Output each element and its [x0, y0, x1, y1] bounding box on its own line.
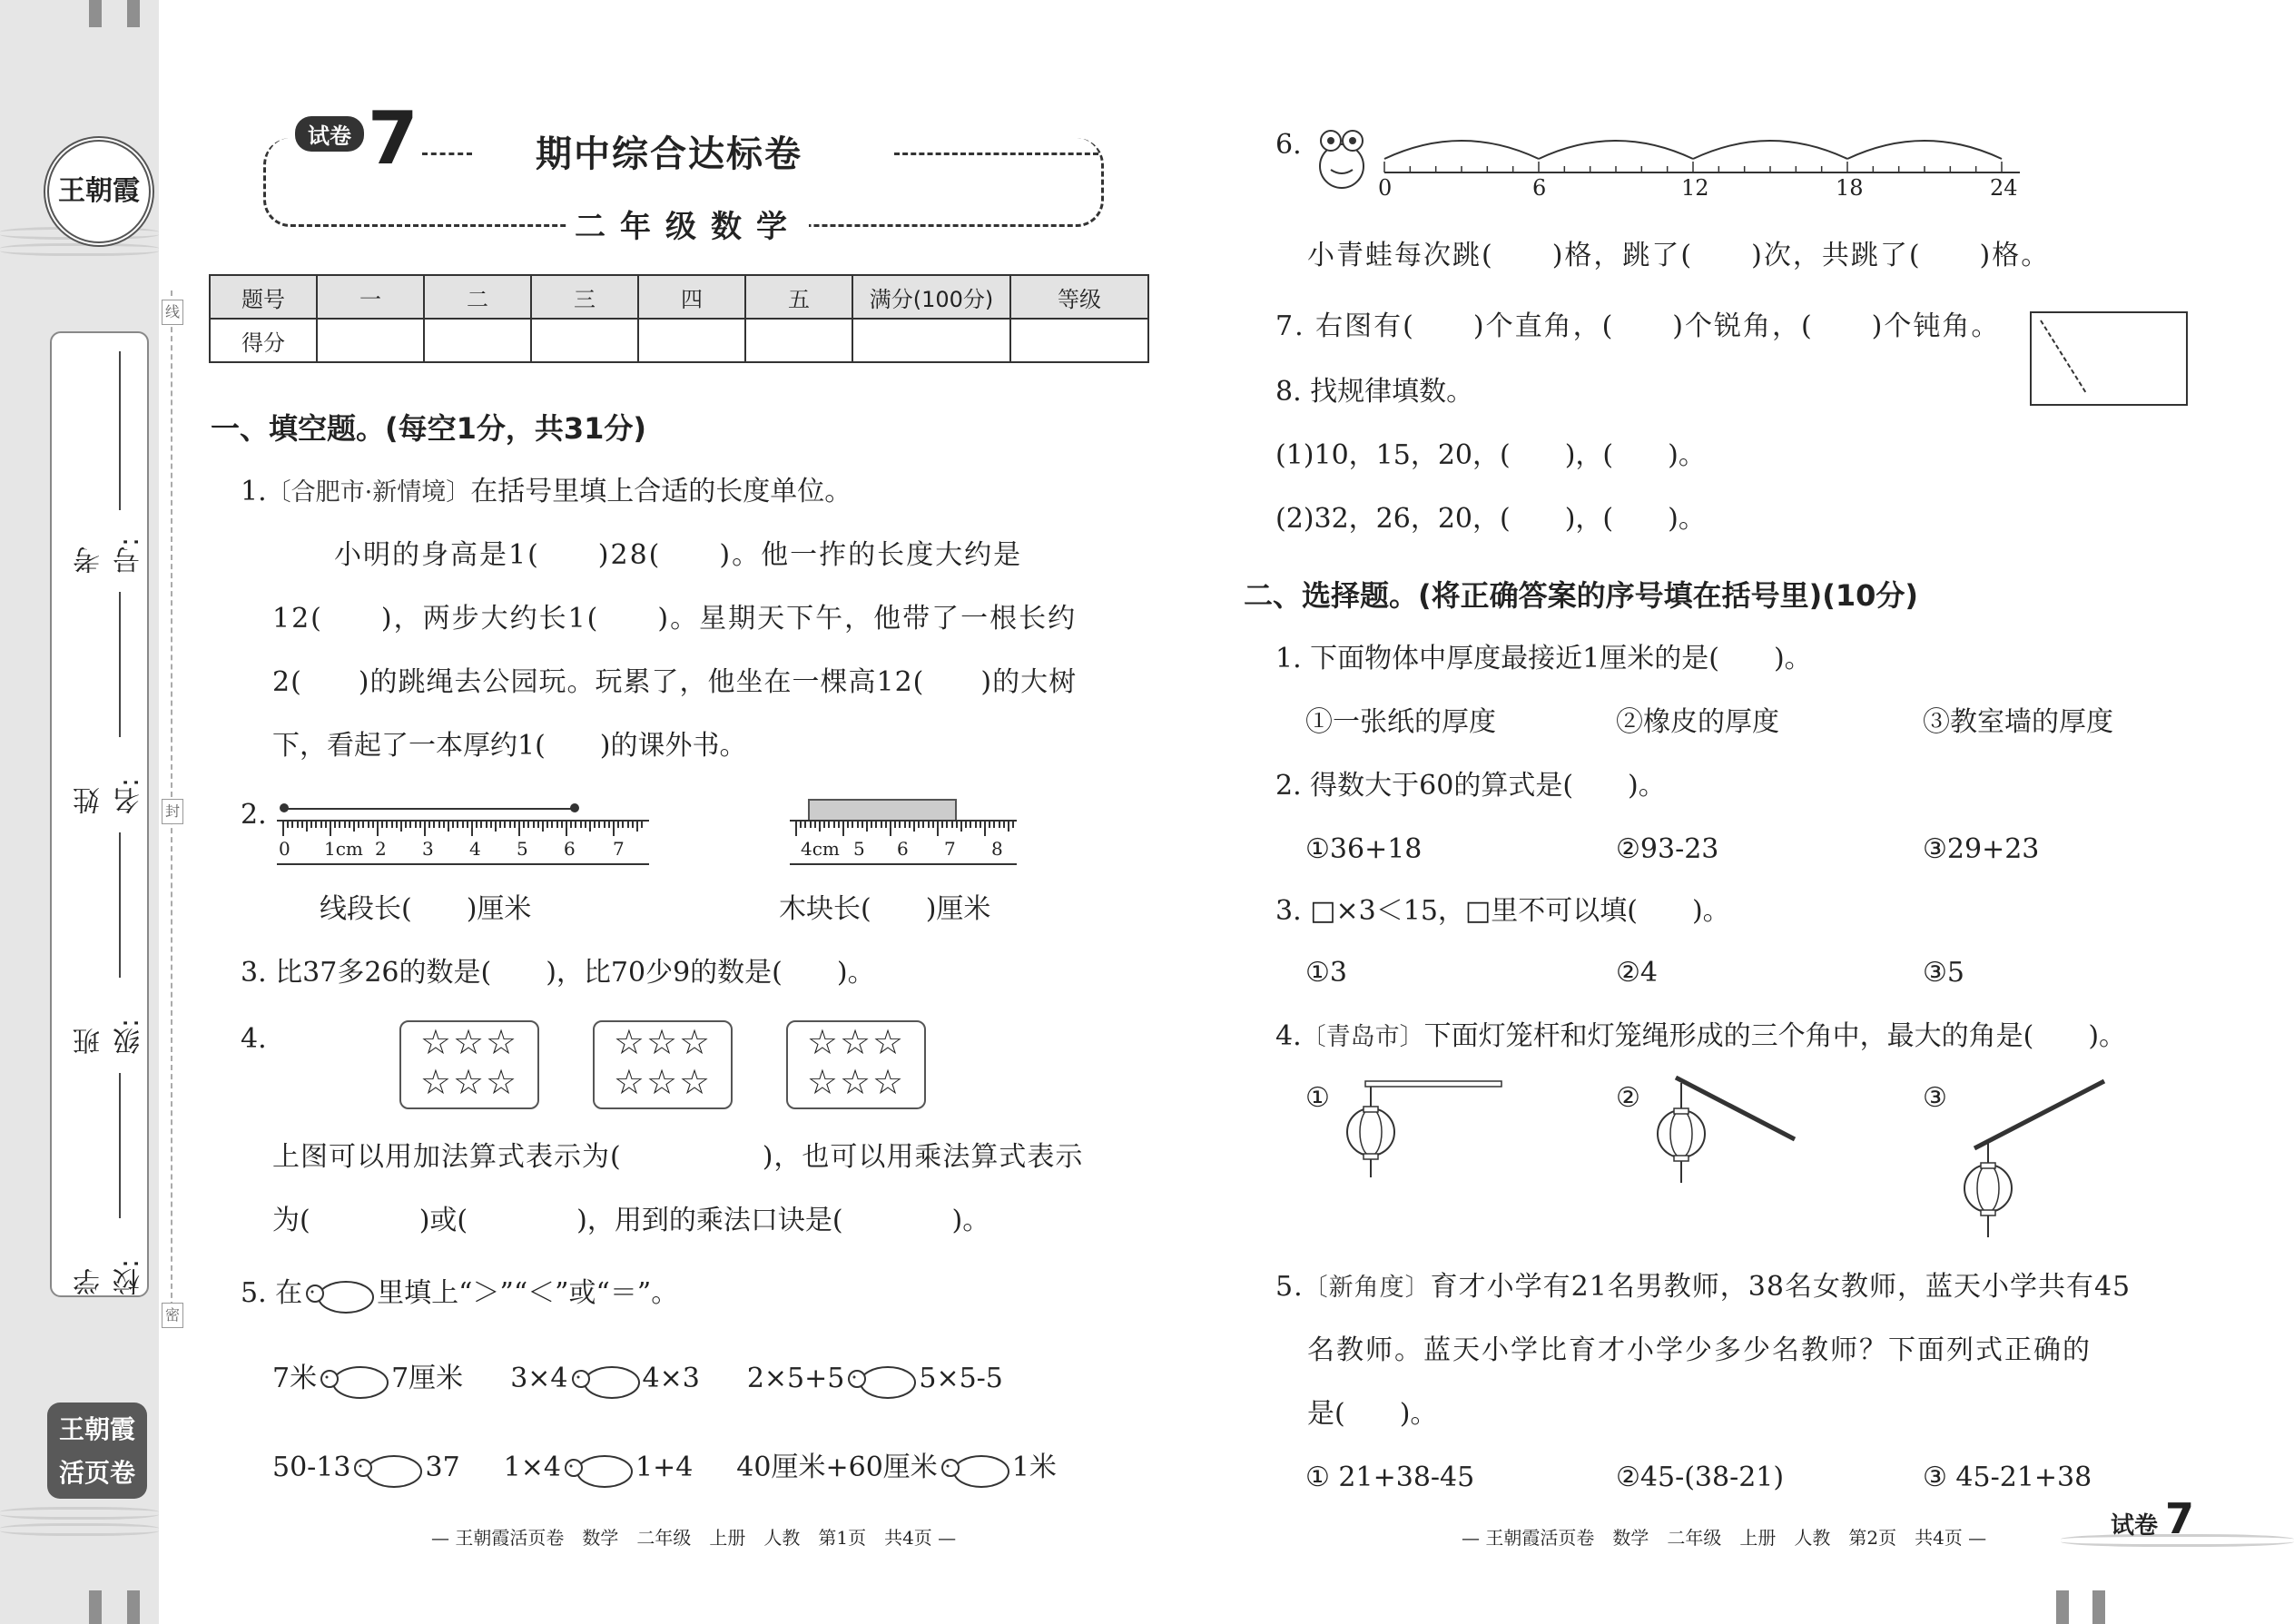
number-line-label: 18	[1836, 175, 1864, 201]
ruler-tick	[909, 822, 911, 828]
ruler-tick	[315, 822, 317, 828]
page-title: 期中综合达标卷	[536, 133, 802, 175]
c4-option[interactable]: ②	[1616, 1082, 1640, 1114]
ruler-tick	[847, 822, 849, 828]
score-header-cell: 二	[424, 275, 531, 319]
ruler-tick	[368, 822, 369, 828]
ruler-tick	[823, 822, 825, 828]
c4-tag: 〔青岛市〕	[1301, 1023, 1424, 1051]
c5-prompt	[1275, 1269, 2131, 1306]
turtle-icon[interactable]	[568, 1359, 643, 1401]
ruler-1-label: 7	[613, 838, 625, 860]
star-row: ☆☆☆	[613, 1022, 713, 1062]
ruler-tick	[960, 822, 962, 832]
c3-option[interactable]: ③5	[1923, 957, 1964, 989]
ruler-tick	[932, 822, 934, 828]
bind-mark-secret: 密	[162, 1303, 183, 1328]
ruler-tick	[433, 822, 435, 828]
ruler-tick	[452, 822, 454, 828]
q2-answer-a: 线段长( )厘米	[320, 893, 532, 925]
ruler-1-label: 4	[469, 838, 481, 860]
turtle-icon[interactable]	[317, 1359, 391, 1401]
q4-line1: 上图可以用加法算式表示为( )，也可以用乘法算式表示	[272, 1141, 1084, 1173]
q1-number: 1.	[241, 476, 267, 507]
ruler-tick	[457, 822, 458, 828]
ruler-tick	[922, 822, 924, 828]
brand-line1: 王朝霞	[58, 1414, 135, 1444]
ruler-tick	[810, 822, 812, 828]
ruler-tick	[514, 822, 516, 828]
q2-answer-b: 木块长( )厘米	[779, 893, 991, 925]
ruler-tick	[282, 822, 284, 836]
name-field	[52, 574, 147, 814]
exam-number-label: 考号:	[74, 536, 145, 574]
q1-line1: 小明的身高是1( )28( )。他一拃的长度大约是	[334, 539, 1023, 571]
c2-text: 2. 得数大于60的算式是( )。	[1275, 770, 1666, 802]
c5-option[interactable]: ③ 45-21+38	[1923, 1462, 2092, 1493]
ruler-tick	[857, 822, 859, 828]
q4-line2: 为( )或( )，用到的乘法口诀是( )。	[272, 1205, 990, 1236]
segment-endpoint	[570, 803, 579, 812]
ruler-tick	[556, 822, 558, 828]
binding-strip	[0, 0, 159, 1624]
footer-right: — 王朝霞活页卷 数学 二年级 上册 人教 第2页 共4页 —	[1462, 1527, 1987, 1549]
ruler-tick	[1003, 822, 1005, 828]
score-cell[interactable]	[531, 319, 638, 362]
lantern-figure-3	[1952, 1076, 2111, 1244]
ruler-tick	[325, 822, 327, 828]
ruler-tick	[989, 822, 990, 828]
c1-text: 1. 下面物体中厚度最接近1厘米的是( )。	[1275, 643, 1812, 674]
lantern-figure-2	[1645, 1076, 1804, 1189]
c5-tag: 〔新角度〕	[1303, 1274, 1431, 1302]
ruler-tick	[956, 822, 958, 828]
ruler-tick	[353, 822, 355, 832]
ruler-tick	[890, 822, 891, 836]
ruler-tick	[381, 822, 383, 828]
wave-decoration	[0, 1507, 159, 1520]
score-cell[interactable]	[638, 319, 745, 362]
ruler-tick	[518, 822, 520, 836]
ruler-tick	[306, 822, 308, 832]
c5-option[interactable]: ① 21+38-45	[1305, 1462, 1475, 1493]
star-box-3	[786, 1020, 926, 1109]
ruler-tick	[486, 822, 487, 828]
ruler-tick	[386, 822, 388, 828]
ruler-tick	[828, 822, 830, 828]
q3-text: 3. 比37多26的数是( )，比70少9的数是( )。	[241, 957, 875, 989]
ruler-tick	[291, 822, 293, 828]
turtle-icon[interactable]	[844, 1359, 919, 1401]
ruler-tick	[476, 822, 478, 828]
ruler-tick	[1012, 822, 1014, 828]
ruler-tick	[438, 822, 440, 828]
ruler-tick	[838, 822, 840, 828]
ruler-tick	[999, 822, 1000, 828]
school-field	[52, 1055, 147, 1295]
ruler-tick	[480, 822, 482, 828]
star-row: ☆☆☆	[613, 1062, 713, 1102]
q5-right: 37	[425, 1452, 460, 1483]
ruler-tick	[585, 822, 586, 828]
ruler-tick	[377, 822, 379, 836]
star-box-2	[593, 1020, 733, 1109]
c1-option[interactable]: ②橡皮的厚度	[1616, 706, 1779, 738]
ruler-tick	[349, 822, 350, 828]
ruler-tick	[490, 822, 492, 828]
ruler-tick	[951, 822, 953, 828]
q5-row2	[272, 1448, 1057, 1490]
ruler-tick	[594, 822, 596, 828]
c5-line1: 育才小学有21名男教师，38名女教师，蓝天小学共有45	[1430, 1271, 2132, 1303]
turtle-icon[interactable]	[938, 1448, 1012, 1490]
turtle-icon[interactable]	[350, 1448, 425, 1490]
ruler-tick	[330, 822, 331, 836]
turtle-icon[interactable]	[561, 1448, 635, 1490]
q4-number: 4.	[241, 1023, 267, 1055]
c3-option[interactable]: ②4	[1616, 957, 1658, 989]
ruler-tick	[875, 822, 877, 828]
ruler-tick	[894, 822, 896, 828]
q5-post: 里填上“＞”“＜”或“＝”。	[377, 1277, 679, 1309]
turtle-icon	[302, 1274, 377, 1315]
score-header-cell: 五	[745, 275, 852, 319]
ruler-tick	[448, 822, 449, 832]
header-dashes	[422, 153, 472, 155]
star-row: ☆☆☆	[419, 1062, 519, 1102]
q1-text: 在括号里填上合适的长度单位。	[470, 476, 852, 507]
ruler-tick	[462, 822, 464, 828]
ruler-tick	[937, 822, 939, 836]
q5-left: 3×4	[510, 1363, 568, 1394]
q5-left: 1×4	[503, 1452, 561, 1483]
frog-icon	[1314, 123, 1369, 193]
ruler-tick	[400, 822, 402, 832]
bind-bar	[2092, 1590, 2105, 1624]
score-header-cell: 等级	[1010, 275, 1148, 319]
ruler-tick	[899, 822, 901, 828]
q7-text: 7. 右图有( )个直角，( )个锐角，( )个钝角。	[1275, 310, 2001, 342]
star-row: ☆☆☆	[806, 1062, 906, 1102]
school-line[interactable]	[119, 1073, 121, 1218]
bind-bar	[89, 1590, 102, 1624]
ruler-tick	[561, 822, 563, 828]
ruler-tick	[443, 822, 445, 828]
ruler-tick	[622, 822, 624, 828]
q5-right: 5×5-5	[919, 1363, 1003, 1394]
school-label: 学校:	[74, 1258, 145, 1295]
score-header-cell: 三	[531, 275, 638, 319]
class-line[interactable]	[119, 832, 121, 978]
ruler-tick	[533, 822, 535, 828]
ruler-tick	[804, 822, 806, 828]
ruler-tick	[495, 822, 497, 832]
wave-decoration	[0, 243, 159, 256]
q8-part2: (2)32，26，20，( )，( )。	[1275, 503, 1706, 535]
ruler-tick	[551, 822, 553, 828]
ruler-2-label: 8	[991, 838, 1003, 860]
q5-prompt	[241, 1274, 678, 1315]
score-cell[interactable]	[424, 319, 531, 362]
exam-number-field	[52, 333, 147, 574]
score-header-row	[210, 275, 1148, 319]
wave-decoration	[0, 1523, 159, 1536]
bind-bar	[2056, 1590, 2069, 1624]
ruler-tick	[941, 822, 943, 828]
c1-option[interactable]: ①一张纸的厚度	[1305, 706, 1496, 738]
ruler-tick	[613, 822, 615, 836]
q6-text: 小青蛙每次跳( )格，跳了( )次，共跳了( )格。	[1307, 240, 2051, 271]
ruler-2-label: 7	[944, 838, 956, 860]
ruler-tick	[297, 822, 299, 828]
score-cell[interactable]	[317, 319, 424, 362]
c4-number: 4.	[1275, 1020, 1302, 1052]
ruler-tick	[632, 822, 634, 828]
ruler-tick	[608, 822, 610, 828]
ruler-tick	[344, 822, 346, 828]
c4-option[interactable]: ①	[1305, 1082, 1330, 1114]
ruler-tick	[589, 822, 591, 832]
ruler-tick	[975, 822, 977, 828]
section1-heading: 一、填空题。(每空1分，共31分)	[211, 411, 647, 446]
ruler-tick	[575, 822, 576, 828]
ruler-tick	[885, 822, 887, 828]
star-box-1	[399, 1020, 539, 1109]
q1-line4: 下，看起了一本厚约1( )的课外书。	[272, 730, 747, 762]
q5-left: 50-13	[272, 1452, 351, 1483]
q5-left: 7米	[272, 1363, 318, 1394]
ruler-1	[277, 820, 649, 865]
number-line-label: 6	[1532, 175, 1547, 201]
ruler-tick	[409, 822, 411, 828]
score-cell[interactable]	[745, 319, 852, 362]
ruler-tick	[636, 822, 638, 832]
ruler-tick	[358, 822, 359, 828]
ruler-tick	[362, 822, 364, 828]
ruler-tick	[819, 822, 821, 832]
q5-row1	[272, 1359, 1003, 1401]
line-segment	[283, 808, 574, 810]
ruler-tick	[419, 822, 421, 828]
ruler-tick	[405, 822, 407, 828]
ruler-tick	[504, 822, 506, 828]
ruler-tick	[833, 822, 835, 828]
q5-right: 1米	[1011, 1452, 1057, 1483]
ruler-tick	[334, 822, 336, 828]
ruler-tick	[301, 822, 303, 828]
page-badge-number: 7	[2165, 1494, 2195, 1543]
ruler-tick	[913, 822, 915, 832]
star-row: ☆☆☆	[419, 1022, 519, 1062]
ruler-tick	[287, 822, 289, 828]
ruler-tick	[984, 822, 986, 836]
ruler-2-label: 6	[897, 838, 909, 860]
q5-left: 40厘米+60厘米	[736, 1452, 938, 1483]
page-subtitle: 二年级数学	[567, 202, 809, 246]
ruler-tick	[604, 822, 605, 828]
ruler-tick	[542, 822, 544, 832]
q8-text: 8. 找规律填数。	[1275, 376, 1474, 408]
ruler-1-label: 5	[517, 838, 528, 860]
score-header-cell: 题号	[210, 275, 317, 319]
c4-text: 下面灯笼杆和灯笼绳形成的三个角中，最大的角是( )。	[1423, 1020, 2127, 1052]
bind-mark-seal: 封	[162, 799, 183, 824]
header-dashes	[894, 153, 1098, 155]
ruler-tick	[546, 822, 548, 828]
ruler-2	[790, 820, 1017, 865]
footer-left: — 王朝霞活页卷 数学 二年级 上册 人教 第1页 共4页 —	[431, 1527, 957, 1549]
score-header-cell: 满分(100分)	[852, 275, 1010, 319]
c4-option[interactable]: ③	[1923, 1082, 1947, 1114]
number-line-label: 12	[1681, 175, 1709, 201]
c2-option[interactable]: ③29+23	[1923, 833, 2040, 865]
name-line[interactable]	[119, 592, 121, 737]
ruler-2-label: 4cm	[801, 838, 840, 860]
q5-right: 7厘米	[391, 1363, 464, 1394]
c4-prompt	[1275, 1019, 2126, 1056]
ruler-tick	[566, 822, 567, 836]
name-label: 姓名:	[74, 777, 145, 814]
ruler-tick	[861, 822, 863, 828]
page-badge-label: 试卷	[2111, 1512, 2159, 1540]
ruler-tick	[918, 822, 920, 828]
brand-line2: 活页卷	[58, 1458, 135, 1488]
ruler-tick	[965, 822, 967, 828]
ruler-2-label: 5	[853, 838, 865, 860]
q5-left: 2×5+5	[746, 1363, 845, 1394]
class-field	[52, 814, 147, 1055]
q1-line3: 2( )的跳绳去公园玩。玩累了，他坐在一棵高12( )的大树	[272, 666, 1078, 698]
ruler-1-label: 0	[279, 838, 290, 860]
c5-line2: 名教师。蓝天小学比育才小学少多少名教师？下面列式正确的	[1307, 1334, 2092, 1366]
q1-line2: 12( )，两步大约长1( )。星期天下午，他带了一根长约	[272, 603, 1078, 635]
ruler-tick	[866, 822, 868, 832]
ruler-tick	[391, 822, 393, 828]
bind-bar	[89, 0, 102, 27]
ruler-tick	[580, 822, 582, 828]
star-row: ☆☆☆	[806, 1022, 906, 1062]
ruler-1-label: 3	[422, 838, 434, 860]
c3-text: 3. □×3＜15，□里不可以填( )。	[1275, 895, 1730, 927]
c5-line3: 是( )。	[1307, 1398, 1438, 1430]
ruler-tick	[814, 822, 816, 828]
ruler-tick	[310, 822, 312, 828]
q5-pre: 5. 在	[241, 1277, 303, 1309]
paper-tag: 试卷	[295, 116, 364, 152]
c3-option[interactable]: ①3	[1305, 957, 1347, 989]
ruler-tick	[428, 822, 430, 828]
ruler-tick	[881, 822, 882, 828]
ruler-tick	[598, 822, 600, 828]
ruler-tick	[396, 822, 398, 828]
ruler-tick	[1008, 822, 1009, 832]
ruler-tick	[842, 822, 844, 836]
lantern-figure-1	[1334, 1076, 1507, 1185]
q6-number: 6.	[1275, 129, 1302, 161]
c5-option[interactable]: ②45-(38-21)	[1616, 1462, 1785, 1493]
ruler-tick	[320, 822, 322, 828]
ruler-tick	[471, 822, 473, 836]
paper-number: 7	[368, 96, 418, 181]
score-header-cell: 四	[638, 275, 745, 319]
exam-number-line[interactable]	[119, 351, 121, 510]
ruler-tick	[372, 822, 374, 828]
ruler-tick	[795, 822, 797, 836]
number-line-label: 24	[1990, 175, 2018, 201]
ruler-tick	[499, 822, 501, 828]
q8-part1: (1)10，15，20，( )，( )。	[1275, 439, 1706, 471]
number-line-label: 0	[1378, 175, 1393, 201]
ruler-tick	[537, 822, 539, 828]
ruler-tick	[523, 822, 525, 828]
ruler-1-label: 1cm	[324, 838, 363, 860]
ruler-tick	[527, 822, 529, 828]
ruler-tick	[852, 822, 853, 828]
ruler-1-label: 2	[375, 838, 387, 860]
ruler-1-label: 6	[564, 838, 576, 860]
ruler-tick	[627, 822, 629, 828]
ruler-tick	[570, 822, 572, 828]
class-label: 班级:	[74, 1018, 145, 1055]
bind-bar	[127, 0, 140, 27]
q2-number: 2.	[241, 799, 267, 831]
bind-mark-line: 线	[162, 300, 183, 325]
angle-figure	[2030, 311, 2189, 407]
q5-right: 1+4	[635, 1452, 694, 1483]
ruler-tick	[641, 822, 643, 828]
ruler-tick	[928, 822, 930, 828]
ruler-tick	[800, 822, 802, 828]
score-cell[interactable]	[852, 319, 1010, 362]
ruler-tick	[617, 822, 619, 828]
ruler-tick	[871, 822, 872, 828]
student-info-panel	[50, 331, 149, 1297]
score-cell[interactable]	[1010, 319, 1148, 362]
segment-endpoint	[280, 803, 289, 812]
ruler-tick	[339, 822, 340, 828]
q1-prompt	[241, 474, 852, 511]
ruler-tick	[946, 822, 948, 828]
ruler-tick	[415, 822, 417, 828]
score-row	[210, 319, 1148, 362]
ruler-tick	[424, 822, 426, 836]
c2-option[interactable]: ②93-23	[1616, 833, 1719, 865]
publisher-logo: 王朝霞	[44, 136, 154, 247]
c2-option[interactable]: ①36+18	[1305, 833, 1423, 865]
ruler-tick	[980, 822, 981, 828]
bind-bar	[127, 1590, 140, 1624]
c5-number: 5.	[1275, 1271, 1304, 1303]
ruler-tick	[993, 822, 995, 828]
ruler-tick	[904, 822, 906, 828]
ruler-tick	[970, 822, 971, 828]
ruler-tick	[509, 822, 511, 828]
ruler-tick	[467, 822, 468, 828]
score-header-cell: 一	[317, 275, 424, 319]
c1-option[interactable]: ③教室墙的厚度	[1923, 706, 2113, 738]
section2-heading: 二、选择题。(将正确答案的序号填在括号里)(10分)	[1244, 578, 1919, 613]
score-table	[209, 274, 1149, 363]
score-row-label: 得分	[210, 319, 317, 362]
q1-tag: 〔合肥市·新情境〕	[266, 478, 471, 507]
q5-right: 4×3	[642, 1363, 700, 1394]
brand-badge	[47, 1403, 147, 1499]
